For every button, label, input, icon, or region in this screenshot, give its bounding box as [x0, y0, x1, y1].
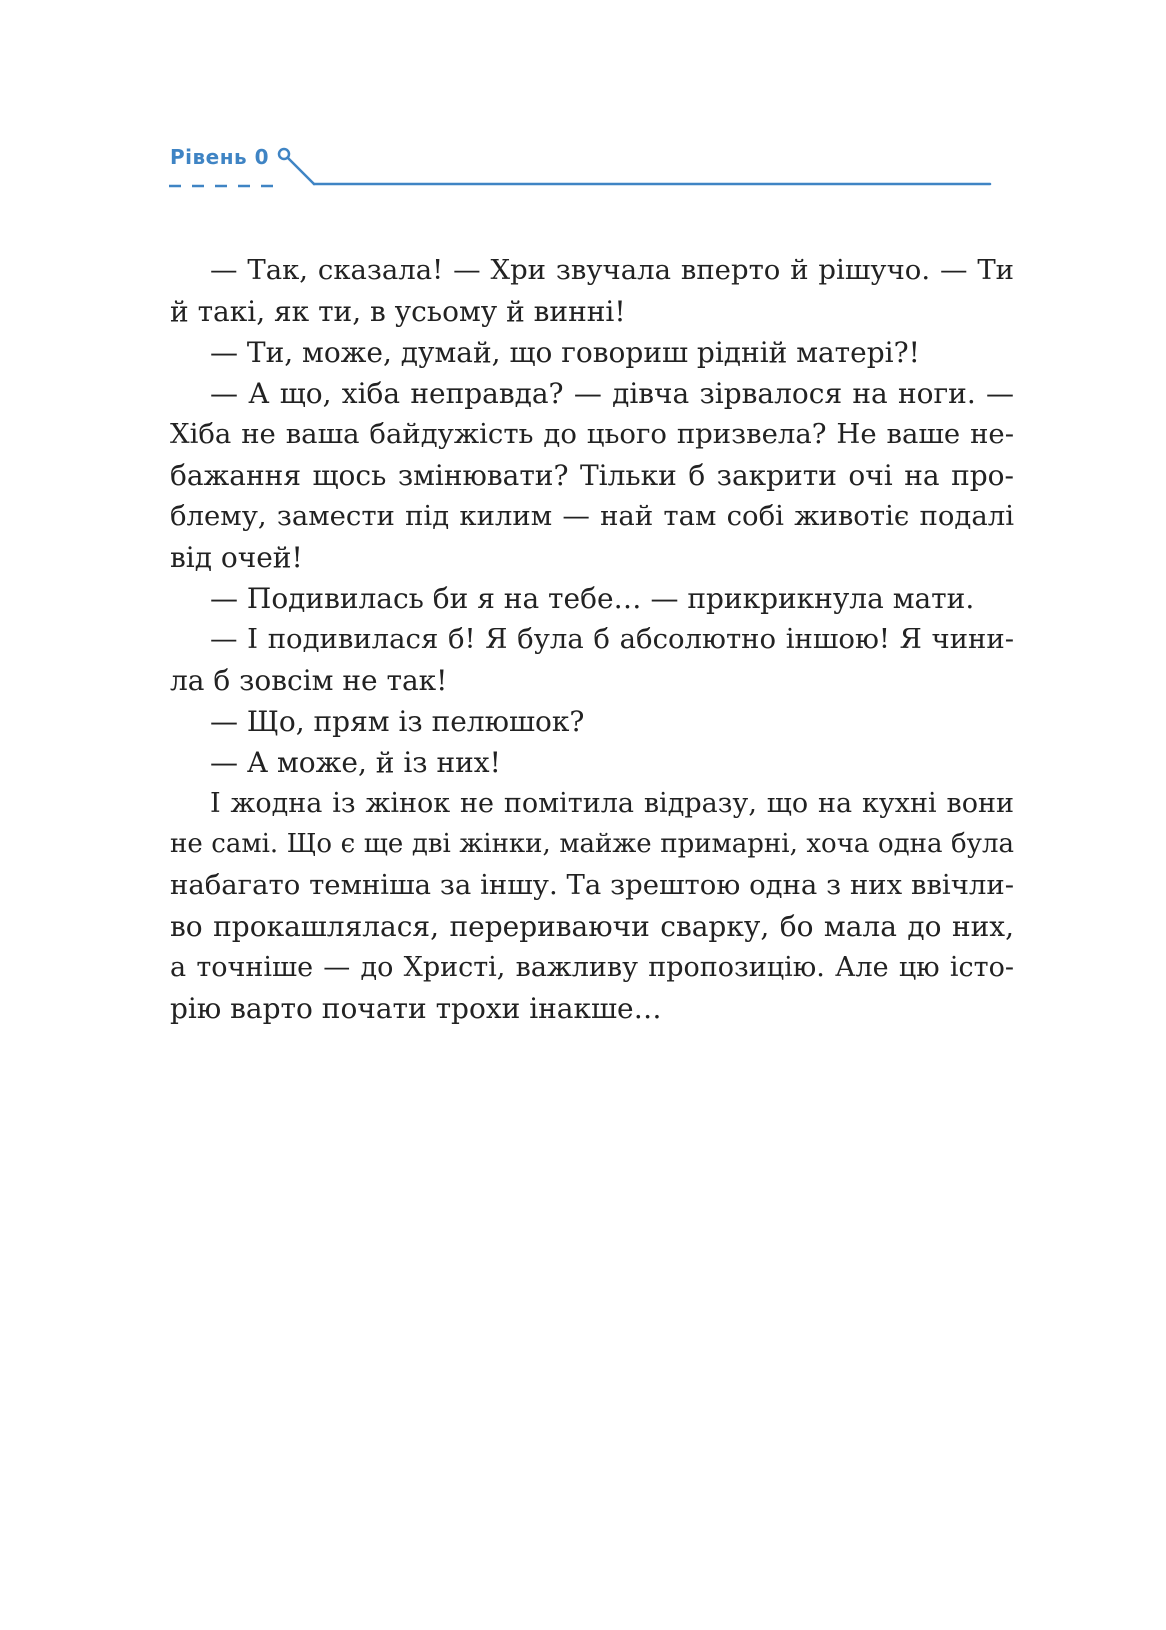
text-line: Хіба не ваша байдужість до цього призвела? Не ваше не-	[170, 418, 1014, 450]
text-line: від очей!	[170, 541, 303, 574]
body-text	[170, 250, 1014, 1029]
text-line: І жодна із жінок не помітила відразу, що на кухні вони	[210, 788, 1014, 819]
text-line: ла б зовсім не так!	[170, 664, 448, 697]
text-line: — Подивилась би я на тебе… — прикрикнула мати.	[210, 582, 975, 615]
text-line: — Що, прям із пелюшок?	[210, 705, 585, 738]
text-line: не самі. Що є ще дві жінки, майже примарні, хоча одна була	[170, 829, 1014, 859]
running-header	[0, 0, 1166, 200]
text-line: а точніше — до Христі, важливу пропозицію. Але цю істо-	[170, 952, 1014, 983]
text-line: й такі, як ти, в усьому й винні!	[170, 295, 626, 328]
text-line: — А може, й із них!	[210, 746, 501, 779]
text-line: — Так, сказала! — Хри звучала вперто й рішучо. — Ти	[210, 254, 1014, 286]
text-line: во прокашлялася, перериваючи сварку, бо мала до них,	[170, 910, 1014, 943]
chapter-title: Рівень 0	[170, 145, 270, 169]
text-line: блему, замести під килим — най там собі животіє подалі	[170, 500, 1014, 532]
text-line: набагато темніша за іншу. Та зрештою одна з них ввічли-	[170, 869, 1014, 901]
header-diagonal-line	[288, 158, 314, 184]
text-line: рію варто почати трохи інакше…	[170, 992, 662, 1025]
text-line: — А що, хіба неправда? — дівча зірвалося на ноги. —	[210, 377, 1014, 410]
text-line: — І подивилася б! Я була б абсолютно іншою! Я чини-	[210, 623, 1014, 655]
text-line: — Ти, може, думай, що говориш рідній матері?!	[210, 336, 920, 369]
text-line: бажання щось змінювати? Тільки б закрити очі на про-	[170, 459, 1014, 492]
header-rule-icon	[0, 0, 1166, 200]
